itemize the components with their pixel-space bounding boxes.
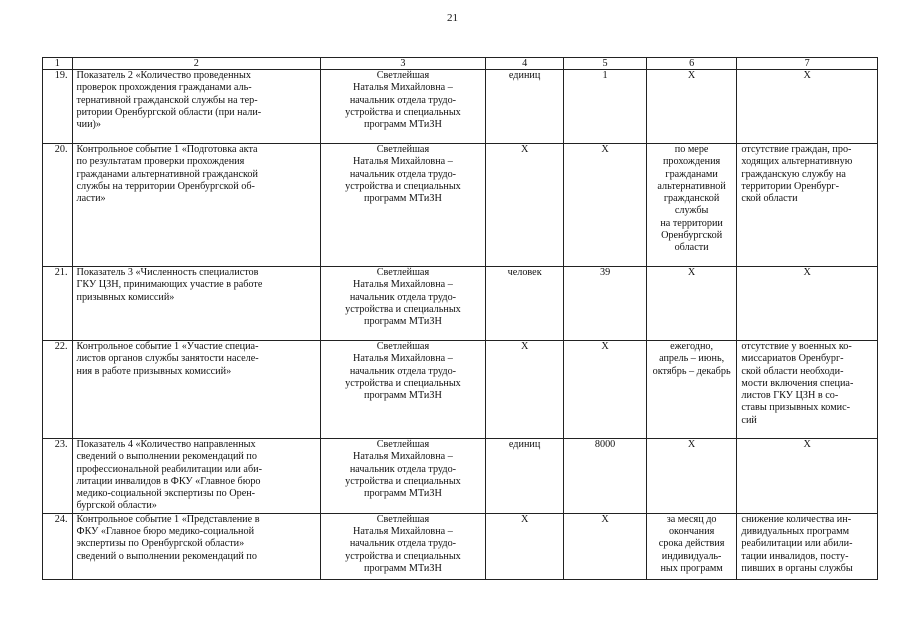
responsible-line: устройства и специальных bbox=[345, 550, 461, 562]
term-line: ных программ bbox=[660, 562, 723, 574]
description-line: Контрольное событие 1 «Подготовка акта bbox=[76, 144, 258, 155]
description-line: медико-социальной экспертизы по Орен- bbox=[76, 488, 256, 500]
responsible-line: Наталья Михайловна – bbox=[353, 82, 453, 94]
term-cell bbox=[646, 144, 737, 267]
expected-line: ходящих альтернативную bbox=[741, 156, 853, 168]
row-number-cell: 19. bbox=[43, 70, 73, 144]
responsible-line: программ МТиЗН bbox=[364, 562, 442, 574]
description-cell bbox=[72, 341, 320, 439]
term-line: прохождения bbox=[662, 156, 721, 168]
description-line: по результатам проверки прохождения bbox=[76, 156, 245, 168]
responsible-line: устройства и специальных bbox=[345, 303, 461, 315]
unit-cell: единиц bbox=[485, 70, 563, 144]
column-header: 3 bbox=[320, 58, 485, 70]
term-line: срока действия bbox=[658, 538, 725, 550]
responsible-cell bbox=[320, 439, 485, 514]
description-line: тернативной гражданской службы на тер- bbox=[76, 94, 258, 106]
indicators-table bbox=[42, 57, 878, 580]
expected-line: отсутствие граждан, про- bbox=[741, 144, 852, 155]
row-number-cell: 24. bbox=[43, 513, 73, 579]
description-line: ния в работе призывных комиссий» bbox=[76, 365, 232, 377]
column-header: 1 bbox=[43, 58, 73, 70]
responsible-cell bbox=[320, 341, 485, 439]
column-header: 7 bbox=[737, 58, 878, 70]
term-cell bbox=[646, 341, 737, 439]
term-line: Х bbox=[687, 439, 696, 450]
term-line: области bbox=[674, 242, 709, 254]
description-line: Показатель 4 «Количество направленных bbox=[76, 439, 256, 450]
expected-result-cell bbox=[737, 267, 878, 341]
responsible-line: программ МТиЗН bbox=[364, 193, 442, 205]
responsible-line: программ МТиЗН bbox=[364, 390, 442, 402]
description-cell bbox=[72, 513, 320, 579]
unit-cell: Х bbox=[485, 341, 563, 439]
unit-cell: единиц bbox=[485, 439, 563, 514]
expected-line: Х bbox=[803, 267, 811, 278]
responsible-line: Светлейшая bbox=[376, 144, 430, 155]
responsible-line: начальник отдела трудо- bbox=[349, 463, 457, 475]
description-cell bbox=[72, 439, 320, 514]
table-row bbox=[43, 267, 878, 341]
column-header: 2 bbox=[72, 58, 320, 70]
description-line: гражданами альтернативной гражданской bbox=[76, 168, 258, 180]
responsible-cell bbox=[320, 267, 485, 341]
term-line: окончания bbox=[668, 526, 715, 538]
term-line: Х bbox=[687, 70, 696, 81]
column-header: 5 bbox=[564, 58, 646, 70]
responsible-line: устройства и специальных bbox=[345, 475, 461, 487]
value-cell: 8000 bbox=[564, 439, 646, 514]
description-line: проверок прохождения гражданами аль- bbox=[76, 82, 252, 94]
expected-line: Х bbox=[803, 70, 811, 81]
responsible-line: устройства и специальных bbox=[345, 377, 461, 389]
expected-line: листов ГКУ ЦЗН в со- bbox=[741, 390, 839, 402]
value-cell: Х bbox=[564, 341, 646, 439]
expected-line: реабилитации или абили- bbox=[741, 538, 853, 550]
expected-line: сий bbox=[741, 414, 757, 426]
description-cell bbox=[72, 267, 320, 341]
description-line: профессиональной реабилитации или аби- bbox=[76, 463, 262, 475]
description-line: экспертизы по Оренбургской области» bbox=[76, 538, 245, 550]
description-line: бургской области» bbox=[76, 500, 157, 512]
expected-result-cell bbox=[737, 341, 878, 439]
value-cell: Х bbox=[564, 513, 646, 579]
expected-line: территории Оренбург- bbox=[741, 180, 839, 192]
description-line: Контрольное событие 1 «Представление в bbox=[76, 513, 260, 525]
term-line: гражданской bbox=[663, 193, 720, 205]
responsible-line: Светлейшая bbox=[376, 439, 430, 450]
value-cell: Х bbox=[564, 144, 646, 267]
responsible-line: Наталья Михайловна – bbox=[353, 353, 453, 365]
page-number: 21 bbox=[447, 12, 458, 24]
value-cell: 1 bbox=[564, 70, 646, 144]
term-line: на территории bbox=[660, 217, 723, 229]
row-number-cell: 23. bbox=[43, 439, 73, 514]
responsible-cell bbox=[320, 513, 485, 579]
expected-line: снижение количества ин- bbox=[741, 513, 852, 525]
responsible-line: начальник отдела трудо- bbox=[349, 291, 457, 303]
value-cell: 39 bbox=[564, 267, 646, 341]
term-line: за месяц до bbox=[666, 513, 717, 525]
description-line: службы на территории Оренбургской об- bbox=[76, 180, 255, 192]
responsible-line: начальник отдела трудо- bbox=[349, 168, 457, 180]
expected-line: пивших в органы службы bbox=[741, 562, 853, 574]
row-number-cell: 21. bbox=[43, 267, 73, 341]
unit-cell: Х bbox=[485, 144, 563, 267]
term-line: гражданами bbox=[665, 168, 718, 180]
expected-line: мости включения специа- bbox=[741, 377, 854, 389]
expected-line: ской области bbox=[741, 193, 798, 205]
expected-line: гражданскую службу на bbox=[741, 168, 846, 180]
description-line: Показатель 3 «Численность специалистов bbox=[76, 267, 259, 278]
term-line: Оренбургской bbox=[661, 230, 723, 242]
expected-line: ской области необходи- bbox=[741, 365, 844, 377]
description-cell bbox=[72, 144, 320, 267]
responsible-line: Светлейшая bbox=[376, 341, 430, 352]
table-row bbox=[43, 513, 878, 579]
expected-line: дивидуальных программ bbox=[741, 526, 850, 538]
expected-result-cell bbox=[737, 513, 878, 579]
responsible-line: Наталья Михайловна – bbox=[353, 451, 453, 463]
column-header: 4 bbox=[485, 58, 563, 70]
description-line: ритории Оренбургской области (при нали- bbox=[76, 106, 262, 118]
row-number-cell: 22. bbox=[43, 341, 73, 439]
expected-line: Х bbox=[803, 439, 811, 450]
term-line: Х bbox=[687, 267, 696, 278]
description-line: литации инвалидов в ФКУ «Главное бюро bbox=[76, 475, 261, 487]
responsible-line: Наталья Михайловна – bbox=[353, 156, 453, 168]
responsible-line: Светлейшая bbox=[376, 513, 430, 525]
term-line: индивидуаль- bbox=[661, 550, 722, 562]
description-line: чии)» bbox=[76, 119, 102, 131]
term-line: апрель – июнь, bbox=[659, 353, 725, 365]
term-line: октябрь – декабрь bbox=[652, 365, 731, 377]
expected-result-cell bbox=[737, 439, 878, 514]
expected-line: отсутствие у военных ко- bbox=[741, 341, 852, 352]
expected-result-cell bbox=[737, 70, 878, 144]
row-number-cell: 20. bbox=[43, 144, 73, 267]
unit-cell: Х bbox=[485, 513, 563, 579]
unit-cell: человек bbox=[485, 267, 563, 341]
description-line: листов органов службы занятости населе- bbox=[76, 353, 259, 365]
term-line: ежегодно, bbox=[670, 341, 714, 352]
responsible-line: устройства и специальных bbox=[345, 180, 461, 192]
expected-line: ставы призывных комис- bbox=[741, 402, 851, 414]
responsible-cell bbox=[320, 144, 485, 267]
term-line: службы bbox=[674, 205, 709, 217]
term-cell bbox=[646, 267, 737, 341]
responsible-line: начальник отдела трудо- bbox=[349, 365, 457, 377]
responsible-line: начальник отдела трудо- bbox=[349, 94, 457, 106]
responsible-line: Наталья Михайловна – bbox=[353, 526, 453, 538]
column-header: 6 bbox=[646, 58, 737, 70]
responsible-cell bbox=[320, 70, 485, 144]
responsible-line: устройства и специальных bbox=[345, 106, 461, 118]
description-line: сведений о выполнении рекомендаций по bbox=[76, 451, 257, 463]
responsible-line: начальник отдела трудо- bbox=[349, 538, 457, 550]
responsible-line: Светлейшая bbox=[376, 70, 430, 81]
description-line: ФКУ «Главное бюро медико-социальной bbox=[76, 526, 255, 538]
expected-line: миссариатов Оренбург- bbox=[741, 353, 844, 365]
responsible-line: программ МТиЗН bbox=[364, 488, 442, 500]
description-line: призывных комиссий» bbox=[76, 291, 175, 303]
table-row bbox=[43, 341, 878, 439]
responsible-line: программ МТиЗН bbox=[364, 119, 442, 131]
term-line: альтернативной bbox=[657, 180, 726, 192]
description-line: сведений о выполнении рекомендаций по bbox=[76, 550, 257, 562]
term-cell bbox=[646, 70, 737, 144]
responsible-line: программ МТиЗН bbox=[364, 316, 442, 328]
expected-line: тации инвалидов, посту- bbox=[741, 550, 849, 562]
term-cell bbox=[646, 513, 737, 579]
table-row bbox=[43, 70, 878, 144]
description-line: Показатель 2 «Количество проведенных bbox=[76, 70, 251, 81]
description-line: ласти» bbox=[76, 193, 106, 205]
expected-result-cell bbox=[737, 144, 878, 267]
responsible-line: Наталья Михайловна – bbox=[353, 279, 453, 291]
term-cell bbox=[646, 439, 737, 514]
description-line: Контрольное событие 1 «Участие специа- bbox=[76, 341, 259, 352]
table-row bbox=[43, 439, 878, 514]
responsible-line: Светлейшая bbox=[376, 267, 430, 278]
description-line: ГКУ ЦЗН, принимающих участие в работе bbox=[76, 279, 263, 291]
description-cell bbox=[72, 70, 320, 144]
column-number-header bbox=[43, 58, 878, 70]
table-row bbox=[43, 144, 878, 267]
term-line: по мере bbox=[674, 144, 709, 155]
